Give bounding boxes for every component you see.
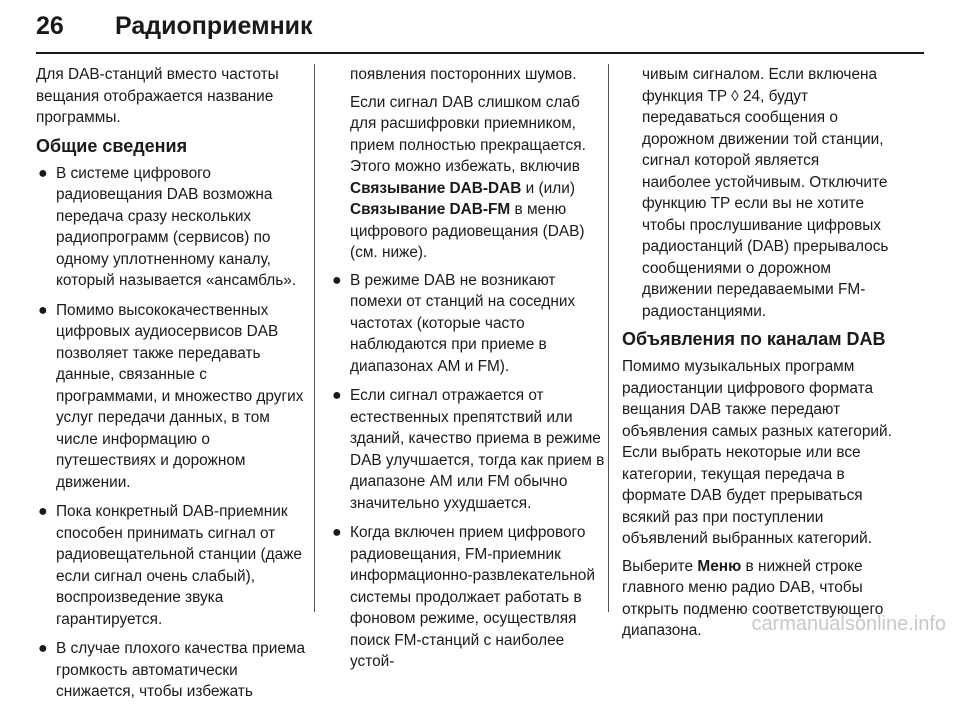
list-item: ● В системе цифрового радиовещания DAB возможна передача сразу нескольких радиопрограмм (сервисов) по одному уплотненному каналу, который называется «ансамбль». bbox=[38, 164, 297, 289]
list-item: ● В случае плохого качества приема громкость автоматически снижается, чтобы избежать bbox=[38, 640, 306, 700]
list-item: ● Пока конкретный DAB-приемник способен принимать сигнал от радиовещательной станции (даже если сигнал очень слабый), воспроизведение звука гарантируется. bbox=[38, 503, 302, 628]
section-heading: Объявления по каналам DAB bbox=[622, 329, 886, 349]
page-number: 26 bbox=[36, 12, 64, 40]
column-divider bbox=[608, 64, 609, 612]
bullet-icon: ● bbox=[332, 524, 342, 541]
menu-term: Меню bbox=[697, 557, 742, 575]
header-rule bbox=[36, 52, 924, 54]
page-header bbox=[0, 0, 960, 58]
watermark: carmanualsonline.info bbox=[751, 613, 946, 635]
bullet-icon: ● bbox=[38, 301, 48, 319]
bullet-icon: ● bbox=[38, 164, 48, 182]
bullet-icon: ● bbox=[38, 640, 48, 657]
column-2 bbox=[330, 64, 606, 681]
list-item: ● Если сигнал отражается от естественных препятствий или зданий, качество приема в режиме DAB улучшается, тогда как прием в диапазоне AM или FM обычно значительно ухудшается. bbox=[332, 387, 605, 512]
intro-paragraph: Для DAB-станций вместо частоты вещания отображается название программы. bbox=[36, 66, 279, 126]
bullet-list bbox=[330, 270, 606, 673]
bullet-icon: ● bbox=[38, 503, 48, 520]
menu-term: Связывание DAB-FM bbox=[350, 201, 511, 218]
continued-text: чивым сигналом. Если включена функция TP ◊ 24, будут передаваться сообщения о дорожном движении той станции, сигнал которой является наиболее устойчивым. Отключите функцию TP если вы не хотите чтобы прослушивание цифровых радиостанций (DAB) прерывалось сообщениями о дорожном движении передаваемыми FM-радиостанциями. bbox=[642, 66, 889, 320]
page-title: Радиоприемник bbox=[115, 12, 313, 40]
paragraph: Если сигнал DAB слишком слаб для расшифровки приемником, прием полностью прекращается. Этого можно избежать, включив Связывание DAB-DAB и (или) Связывание DAB-FM в меню цифрового радиовещания (DAB) (см. ниже). bbox=[350, 93, 586, 261]
paragraph: Помимо музыкальных программ радиостанции цифрового формата вещания DAB также передают объявления самых разных категорий. Если выбрать некоторые или все категории, текущая передача в формате DAB будет прерываться всякий раз при поступлении объявлений выбранных категорий. bbox=[622, 358, 892, 547]
section-heading: Общие сведения bbox=[36, 135, 188, 156]
list-item: ● Когда включен прием цифрового радиовещания, FM-приемник информационно-развлекательной системы продолжает работать в фоновом режиме, осуществляя поиск FM-станций с наиболее устой- bbox=[332, 524, 595, 670]
bullet-icon: ● bbox=[332, 271, 342, 289]
column-divider bbox=[314, 64, 315, 612]
continued-text: появления посторонних шумов. bbox=[350, 66, 577, 83]
column-1 bbox=[36, 64, 310, 711]
list-item: ● Помимо высококачественных цифровых аудиосервисов DAB позволяет также передавать данные, связанные с программами, и множество других услуг передачи данных, в том числе информацию о путешествиях и дорожном движении. bbox=[38, 301, 304, 491]
bullet-icon: ● bbox=[332, 387, 342, 404]
column-3 bbox=[622, 64, 892, 648]
paragraph: Выберите Меню в нижней строке главного меню радио DAB, чтобы открыть подменю соответствующего диапазона. bbox=[622, 557, 884, 639]
menu-term: Связывание DAB-DAB bbox=[350, 179, 522, 197]
bullet-list bbox=[36, 163, 310, 703]
list-item: ● В режиме DAB не возникают помехи от станций на соседних частотах (которые часто наблюдаются при приеме в диапазонах AM и FM). bbox=[332, 271, 576, 375]
